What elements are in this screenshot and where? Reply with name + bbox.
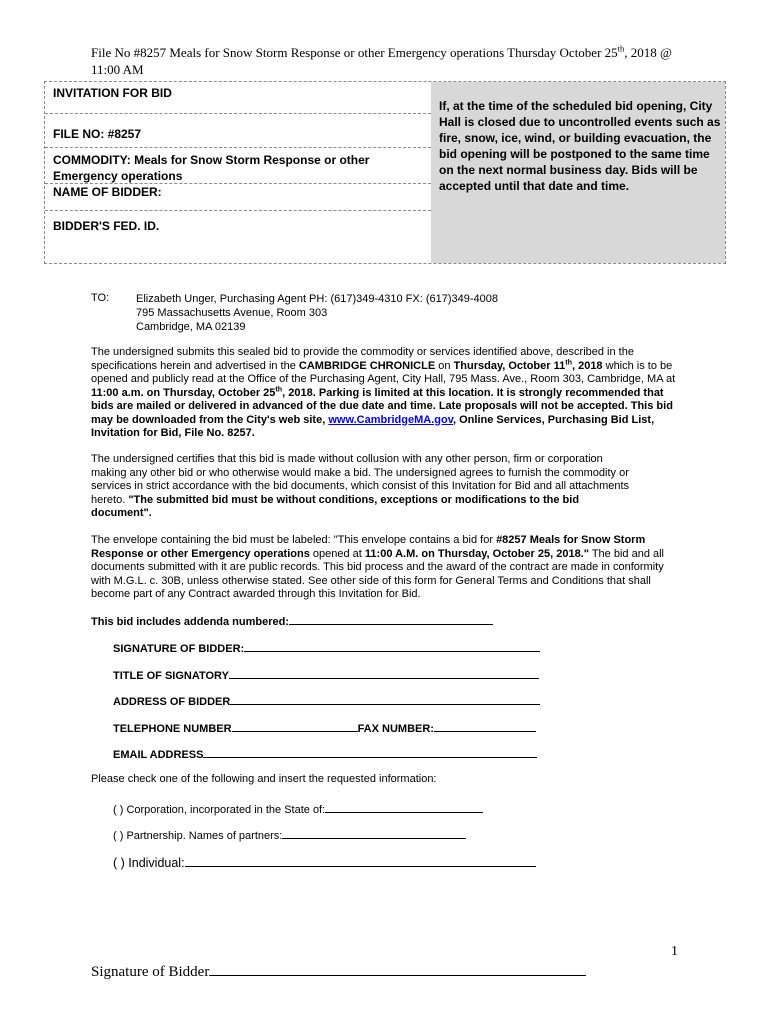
bid-label: #8257 Meals for Snow Storm Response or other Emergency operations [91, 534, 646, 560]
bid-info-left [45, 82, 432, 263]
city-website-link[interactable]: www.CambridgeMA.gov [328, 413, 454, 426]
divider [45, 113, 431, 114]
opening-time: 11:00 A.M. on Thursday, October 25, 2018." [364, 547, 589, 560]
address-field [113, 693, 540, 708]
text: 11:00 a.m. on Thursday, October 25 [91, 386, 276, 399]
text: The undersigned certifies that this bid is made without collusion with any other person, firm or corporation making any other bid or who otherwise would make a bid. The undersigned agrees to furnish the commodity or services in strict accordance with the bid documents, which consist of this Invitation for Bid and all attachments hereto. [91, 453, 630, 506]
header-text-end: , 2018 @ [624, 45, 672, 60]
sup: th [565, 357, 572, 366]
footer-signature-label: Signature of Bidder [91, 964, 210, 980]
text: which is to be opened and publicly read at the Office of the Purchasing Agent, City Hall, 795 Mass. Ave., Room 303, Cambridge, MA at [91, 359, 676, 385]
partners-names-line[interactable] [282, 827, 466, 839]
invitation-heading: INVITATION FOR BID [53, 86, 172, 100]
commodity: COMMODITY: Meals for Snow Storm Response or other Emergency operations [53, 153, 370, 183]
check-instructions: Please check one of the following and insert the requested information: [91, 773, 437, 785]
text: The bid and all documents submitted with it are public records. This bid process and the award of the contract are made in conformity with M.G.L. c. 30B, unless otherwise stated. See other side of this form for General Terms and Conditions that shall become part of any Contract awarded through this Invitation for Bid. [91, 547, 665, 600]
text: on [435, 359, 454, 372]
individual-name-line[interactable] [185, 853, 536, 867]
text: , 2018 [571, 359, 603, 372]
fax-input-line[interactable] [434, 720, 536, 732]
individual-label: ( ) Individual: [113, 856, 185, 870]
text: , Online Services, Purchasing Bid List, Invitation for Bid, File No. 8257. [91, 413, 655, 439]
city-address: Cambridge, MA 02139 [136, 321, 246, 333]
purchasing-agent: Elizabeth Unger, Purchasing Agent PH: (617)349-4310 FX: (617)349-4008 [136, 293, 499, 305]
fax-label: FAX NUMBER: [357, 723, 434, 735]
street-address: 795 Massachusetts Avenue, Room 303 [136, 307, 328, 319]
name-of-bidder[interactable]: NAME OF BIDDER: [53, 185, 162, 199]
title-label: TITLE OF SIGNATORY [113, 670, 229, 682]
page-number: 1 [671, 944, 678, 959]
bidder-fed-id[interactable]: BIDDER'S FED. ID. [53, 219, 160, 233]
email-label: EMAIL ADDRESS [113, 749, 204, 761]
footer-signature-line[interactable] [209, 960, 586, 976]
partnership-label: ( ) Partnership. Names of partners: [113, 830, 283, 842]
to-label: TO: [91, 292, 110, 304]
signature-input-line[interactable] [244, 640, 540, 652]
corporation-label: ( ) Corporation, incorporated in the State of: [113, 804, 326, 816]
title-input-line[interactable] [229, 667, 539, 679]
phone-fax-field [113, 720, 536, 735]
sup: th [275, 384, 283, 393]
addenda-field [91, 613, 493, 628]
addenda-label: This bid includes addenda numbered: [91, 616, 290, 628]
header-sup: th [617, 43, 625, 54]
text: The undersigned submits this sealed bid to provide the commodity or services identified above, described in the specifications herein and advertised in the [91, 346, 634, 372]
address-label: ADDRESS OF BIDDER [113, 696, 231, 708]
email-input-line[interactable] [203, 746, 537, 758]
header-time: 11:00 AM [91, 62, 144, 77]
document-header [91, 44, 711, 78]
header-text: File No #8257 Meals for Snow Storm Response or other Emergency operations Thursday October 25 [91, 45, 618, 60]
divider [45, 210, 431, 211]
telephone-input-line[interactable] [232, 720, 358, 732]
bid-info-box [44, 81, 726, 264]
paragraph-certification [91, 453, 636, 521]
corporation-state-line[interactable] [325, 801, 483, 813]
opening-info [91, 384, 673, 440]
divider [45, 147, 431, 148]
text: The envelope containing the bid must be labeled: "This envelope contains a bid for [91, 534, 497, 546]
closure-notice-panel [431, 82, 725, 263]
text: Thursday, October 11 [453, 359, 566, 372]
text: opened at [309, 547, 365, 560]
individual-option[interactable] [113, 853, 536, 870]
closure-notice: If, at the time of the scheduled bid opening, City Hall is closed due to uncontrolled events such as fire, snow, ice, wind, or building evacuation, the bid opening will be postponed to the same time on the next normal business day. Bids will be accepted until that date and time. [439, 99, 721, 193]
addenda-input-line[interactable] [289, 613, 493, 625]
conditions-statement: "The submitted bid must be without conditions, exceptions or modifications to the bid document". [91, 493, 580, 519]
file-number: FILE NO: #8257 [53, 127, 142, 141]
email-field [113, 746, 537, 761]
partnership-option[interactable] [113, 827, 466, 842]
paragraph-envelope-label [91, 534, 681, 602]
telephone-label: TELEPHONE NUMBER [113, 723, 232, 735]
newspaper-name: CAMBRIDGE CHRONICLE [298, 359, 436, 372]
address-input-line[interactable] [230, 693, 540, 705]
title-field [113, 667, 539, 682]
header-line [91, 45, 672, 60]
signature-label: SIGNATURE OF BIDDER: [113, 643, 245, 655]
paragraph-bid-submission [91, 346, 681, 441]
signature-field [113, 640, 540, 655]
corporation-option[interactable] [113, 801, 483, 816]
to-address [136, 292, 498, 334]
advertised-date [453, 357, 603, 372]
text: , 2018. Parking is limited at this location. It is strongly recommended that bids are mailed or delivered in advanced of the due date and time. Late proposals will not be accepted. This bid may be downloaded from the City's web site, [91, 386, 673, 426]
footer-signature [91, 960, 586, 981]
